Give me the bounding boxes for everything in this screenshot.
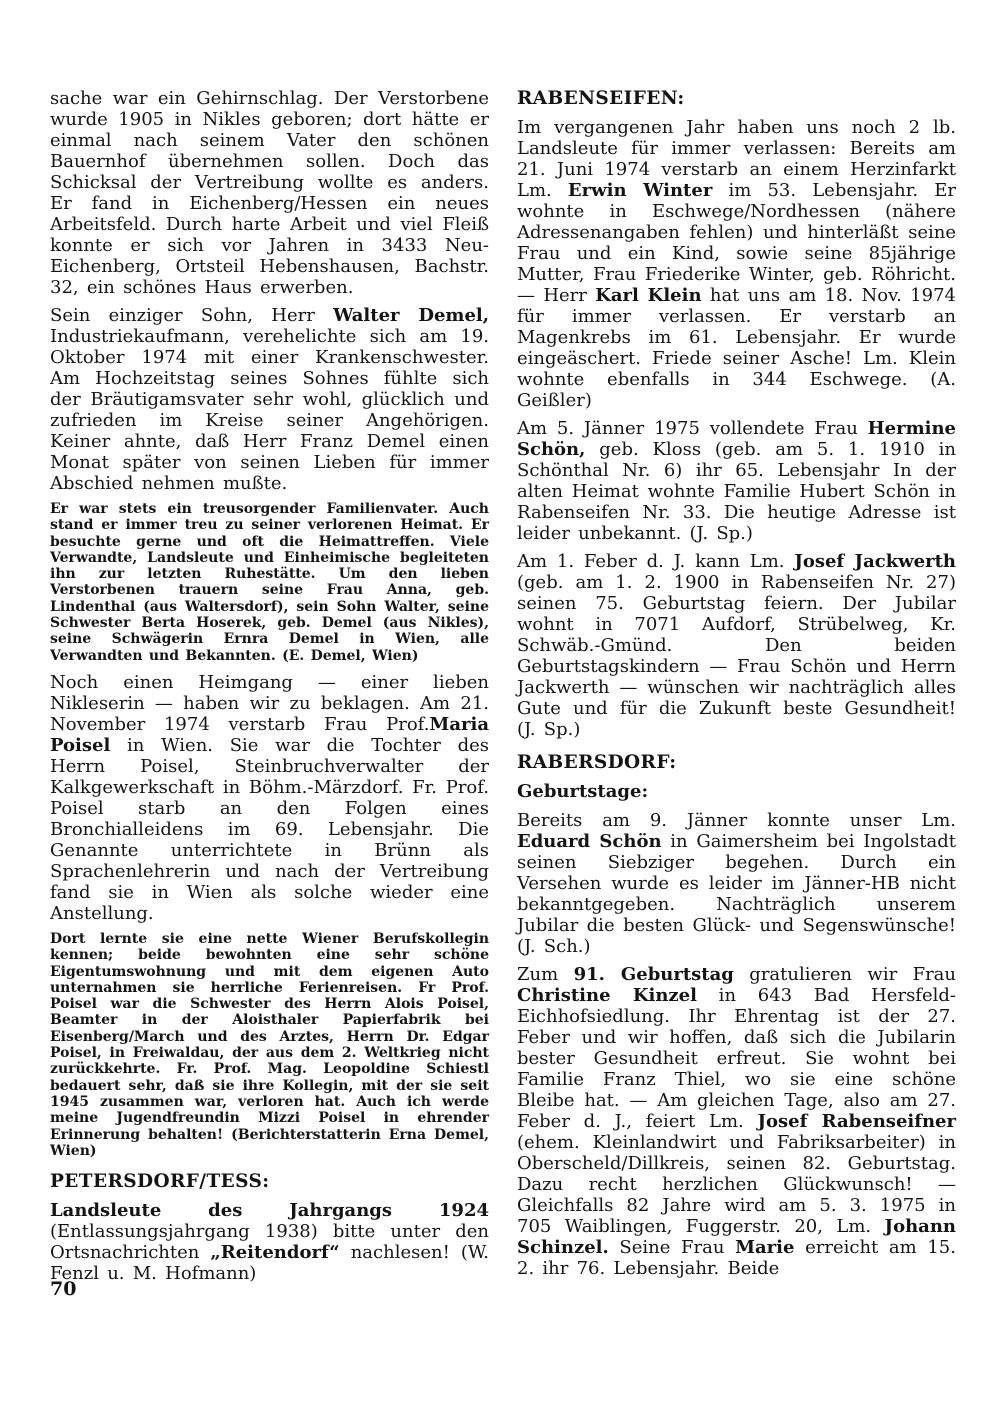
text-run: „Reitendorf“	[210, 1242, 340, 1264]
section-heading	[517, 88, 956, 109]
text-run: Landsleute des Jahrgangs 1924	[50, 1200, 489, 1222]
text-run: (Entlassungsjahrgang 1938) bitte unter den Ortsnachrichten	[50, 1221, 489, 1264]
text-run: Im vergangenen Jahr haben uns noch 2 lb. Landsleute für immer verlassen: Bereits am 21. Juni 1974 verstarb an einem Herzinfarkt Lm.	[517, 117, 956, 201]
text-run: Josef Jackwerth	[794, 551, 956, 572]
section-heading	[50, 1171, 489, 1192]
document-page	[50, 88, 956, 1291]
text-run: Josef Rabenseifner	[757, 1111, 956, 1132]
text-run: sache war ein Gehirnschlag. Der Verstorbene wurde 1905 in Nikles geboren; dort hätte er einmal nach seinem Vater den schönen Bauernhof übernehmen sollen. Doch das Schicksal der Vertreibung wollte es anders. Er fand in Eichenberg/Hessen ein neues Arbeitsfeld. Durch harte Arbeit und viel Fleiß konnte er sich vor Jahren in 3433 Neu-Eichenberg, Ortsteil Hebenshausen, Bachstr. 32, ein schönes Haus erwerben.	[50, 88, 489, 298]
text-run: Am 1. Feber d. J. kann Lm.	[517, 551, 795, 572]
text-run: in 643 Bad Hersfeld-Eichhofsiedlung. Ihr Ehrentag ist der 27. Feber und wir hoffen, daß sich die Jubilarin bester Gesundheit erfreut. Sie wohnt bei Familie Franz Thiel, wo sie eine schöne Bleibe hat. — Am gleichen Tage, also am 27. Feber d. J., feiert Lm.	[517, 985, 956, 1132]
text-run: Hermine Schön,	[517, 418, 956, 460]
text-run: erreicht am 15. 2. ihr 76. Lebensjahr. Beide	[517, 1237, 956, 1279]
text-run: gratulieren wir Frau	[733, 964, 957, 985]
text-run: RABERSDORF:	[517, 752, 677, 773]
paragraph	[517, 810, 956, 957]
paragraph	[517, 551, 956, 740]
column-right	[517, 88, 956, 1291]
text-run: Dort lernte sie eine nette Wiener Berufskollegin kennen; beide bewohnten eine sehr schöne Eigentumswohnung und mit dem eigenen Auto unternahmen sie herrliche Ferienreisen. Fr Prof. Poisel war die Schwester des Herrn Alois Poisel, Beamter in der Aloisthaler Papierfabrik bei Eisenberg/March und des Arztes, Herrn Dr. Edgar Poisel, in Freiwaldau, der aus dem 2. Weltkrieg nicht zurückkehrte. Fr. Prof. Mag. Leopoldine Schiestl bedauert sehr, daß sie ihre Kollegin, mit der sie seit 1945 zusammen war, verloren hat. Auch ich werde meine Jugendfreundin Mizzi Poisel in ehrender Erinnerung behalten! (Berichterstatterin Erna Demel, Wien)	[50, 930, 489, 1159]
paragraph	[50, 88, 489, 298]
text-run: Bereits am 9. Jänner konnte unser Lm.	[517, 810, 956, 831]
text-run: Walter Demel,	[333, 305, 489, 326]
paragraph	[50, 672, 489, 924]
text-run: Zum	[517, 964, 574, 985]
sub-heading	[517, 781, 956, 802]
text-run: in Gaimersheim bei Ingolstadt seinen Siebziger begehen. Durch ein Versehen wurde es leider im Jänner-HB nicht bekanntgegeben. Nachträglich unserem Jubilar die besten Glück- und Segenswünsche! (J. Sch.)	[517, 831, 957, 957]
text-run: Maria Poisel	[50, 713, 489, 756]
paragraph	[517, 964, 956, 1279]
text-run: Noch einen Heimgang — einer lieben Nikleserin — haben wir zu beklagen. Am 21. November 1974 verstarb Frau Prof.	[50, 671, 489, 735]
text-run: PETERSDORF/TESS:	[50, 1171, 270, 1193]
text-run: Er war stets ein treusorgender Familienvater. Auch stand er immer treu zu seiner verlorenen Heimat. Er besuchte gerne und oft die Heimattreffen. Viele Verwandte, Landsleute und Einheimische begleiteten ihn zur letzten Ruhestätte. Um den lieben Verstorbenen trauern seine Frau Anna, geb. Lindenthal (aus Waltersdorf), sein Sohn Walter, seine Schwester Berta Hoserek, geb. Demel (aus Nikles), seine Schwägerin Ernra Demel in Wien, alle Verwandten und Bekannten. (E. Demel, Wien)	[50, 501, 489, 664]
text-run: RABENSEIFEN:	[517, 88, 685, 109]
small-print-paragraph	[50, 931, 489, 1159]
text-run: in Wien. Sie war die Tochter des Herrn Poisel, Steinbruchverwalter der Kalkgewerkschaft in Böhm.-Märzdorf. Fr. Prof. Poisel starb an den Folgen eines Bronchialleidens im 69. Lebensjahr. Die Genannte unterrichtete in Brünn als Sprachenlehrerin und nach der Vertreibung fand sie in Wien als solche wieder eine Anstellung.	[50, 734, 489, 924]
text-run: Erwin Winter	[567, 180, 713, 201]
paragraph	[517, 117, 956, 411]
column-left	[50, 88, 489, 1291]
text-run: Christine Kinzel	[517, 985, 697, 1006]
paragraph	[50, 305, 489, 494]
paragraph	[50, 1200, 489, 1284]
text-run: 91. Geburtstag	[573, 964, 734, 985]
text-run: Industriekaufmann, verehelichte sich am 19. Oktober 1974 mit einer Krankenschwester. Am Hochzeitstag seines Sohnes fühlte sich der Bräutigamsvater sehr wohl, glücklich und zufrieden im Kreise seiner Angehörigen. Keiner ahnte, daß Herr Franz Demel einen Monat später von seinen Lieben für immer Abschied nehmen mußte.	[50, 326, 489, 494]
page-number: 70	[50, 1278, 77, 1300]
text-run: hat uns am 18. Nov. 1974 für immer verlassen. Er verstarb an Magenkrebs im 61. Lebensjahr. Er wurde eingeäschert. Friede seiner Asche! Lm. Klein wohnte ebenfalls in 344 Eschwege. (A. Geißler)	[517, 285, 956, 411]
paragraph	[517, 418, 956, 544]
text-run: im 53. Lebensjahr. Er wohnte in Eschwege/Nordhessen (nähere Adressenangaben fehlen) und hinterläßt seine Frau und ein Kind, sowie seine 85jährige Mutter, Frau Friederike Winter, geb. Röhricht. — Herr	[517, 180, 956, 306]
text-run: (ehem. Kleinlandwirt und Fabriksarbeiter) in Oberscheld/Dillkreis, seinen 82. Geburtstag. Dazu recht herzlichen Glückwunsch! — Gleichfalls 82 Jahre wird am 5. 3. 1975 in 705 Waiblingen, Fuggerstr. 20, Lm.	[517, 1132, 956, 1237]
text-run: Seine Frau	[608, 1237, 736, 1258]
text-run: Geburtstage:	[517, 781, 649, 802]
text-run: Johann Schinzel.	[517, 1216, 956, 1258]
text-run: Eduard Schön	[517, 831, 662, 852]
text-run: Karl Klein	[595, 285, 702, 306]
small-print-paragraph	[50, 501, 489, 664]
text-run: Am 5. Jänner 1975 vollendete Frau	[517, 418, 868, 439]
text-run: nachlesen! (W. Fenzl u. M. Hofmann)	[50, 1242, 489, 1285]
text-run: (geb. am 1. 2. 1900 in Rabenseifen Nr. 27) seinen 75. Geburtstag feiern. Der Jubilar wohnt in 7071 Aufdorf, Strübelweg, Kr. Schwäb.-Gmünd. Den beiden Geburtstagskindern — Frau Schön und Herrn Jackwerth — wünschen wir nachträglich alles Gute und für die Zukunft beste Gesundheit! (J. Sp.)	[517, 572, 956, 740]
section-heading	[517, 752, 956, 773]
text-run: Sein einziger Sohn, Herr	[50, 305, 334, 326]
text-run: Marie	[735, 1237, 795, 1258]
text-run: geb. Kloss (geb. am 5. 1. 1910 in Schönthal Nr. 6) ihr 65. Lebensjahr In der alten Heimat wohnte Familie Hubert Schön in Rabenseifen Nr. 33. Die heutige Adresse ist leider unbekannt. (J. Sp.)	[517, 439, 956, 544]
